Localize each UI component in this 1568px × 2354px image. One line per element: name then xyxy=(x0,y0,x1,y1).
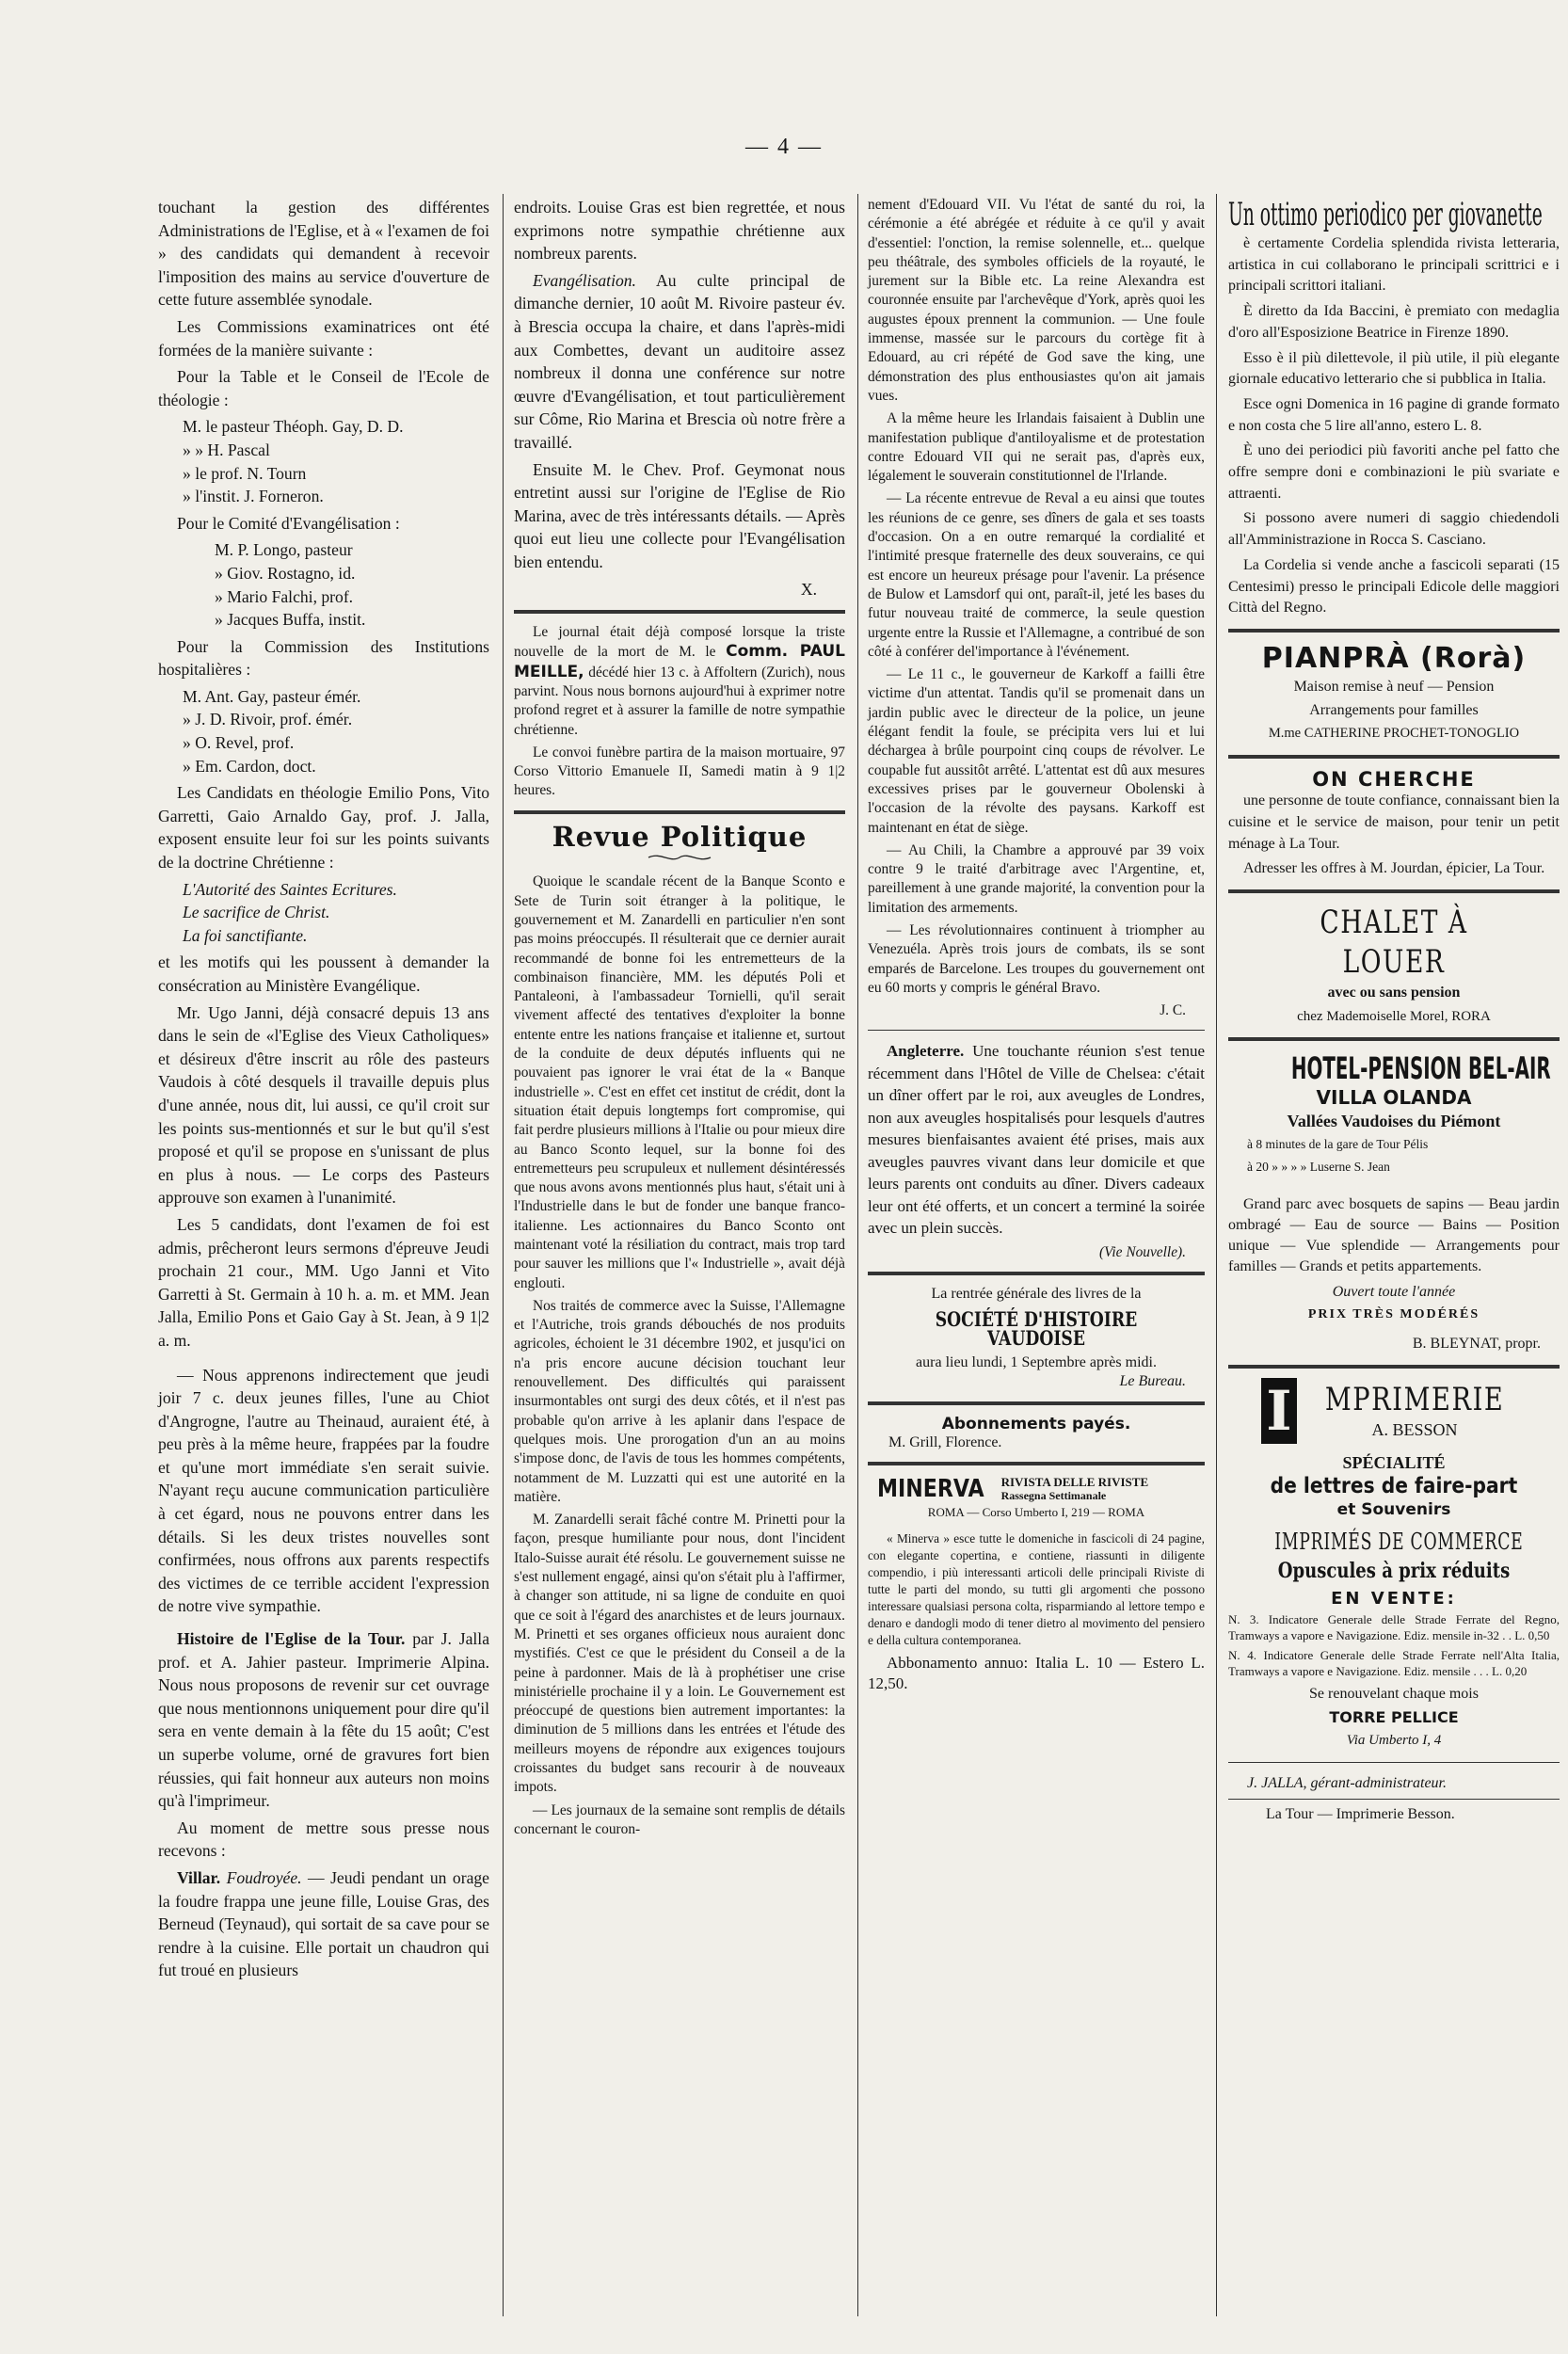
en-vente: EN VENTE: xyxy=(1331,1589,1457,1609)
list-item: La foi sanctifiante. xyxy=(183,925,308,945)
distance-line: à 20 » » » » Luserne S. Jean xyxy=(1247,1160,1390,1175)
flourish-ornament xyxy=(647,852,712,863)
article-paragraph: Les 5 candidats, dont l'examen de foi est admis, prêcheront leurs sermons d'épreuve Jeudi prochain 21 cour., MM. Ugo Janni et Vito Garretti à St. Germain à 10 h. a. m. et MM. Jean Jalla, Emilio Pons et Gaio Gay à St. Jean, à 9 1|2 a. m. xyxy=(158,1214,489,1350)
hotel-open: Ouvert toute l'année xyxy=(1332,1283,1456,1300)
column-2 xyxy=(514,196,845,1843)
article-paragraph: A la même heure les Irlandais faisaient à Dublin une manifestation publique d'antiloyalisme et de protestation contre Edouard VII qui ne serait pas, d'après eux, légalement le souverain constitutionnel de l'Irlande. xyxy=(868,410,1205,485)
list-item: M. le pasteur Théoph. Gay, D. D. xyxy=(183,417,404,437)
signature: Le Bureau. xyxy=(1119,1373,1186,1390)
obituary xyxy=(514,623,845,801)
column-1 xyxy=(158,196,489,1986)
minerva-subtitles xyxy=(1001,1475,1149,1503)
article-paragraph xyxy=(514,269,845,455)
souvenirs: et Souvenirs xyxy=(1336,1499,1451,1519)
obituary-body: décédé hier 13 c. à Affoltern (Zurich), nous parvint. Nous nous bornons aujourd'hui à exprimer notre profond regret et à assurer la famille de notre sympathie chrétienne. xyxy=(514,664,845,738)
oncherche-title: ON CHERCHE xyxy=(1312,767,1476,791)
article-paragraph xyxy=(158,1627,489,1813)
section-heading: Revue Politique xyxy=(552,820,808,853)
article-paragraph: touchant la gestion des différentes Administrations de l'Eglise, et à « l'examen de foi » des candidats qui demandent à recevoir l'imposition des mains au service d'ouverture de cette future assemblée synodale. xyxy=(158,198,489,310)
catalog-item: N. 4. Indicatore Generale delle Strade Ferrate nell'Alta Italia, Tramways a vapore e Navigazione. Ediz. mensile . . . L. 0,20 xyxy=(1228,1648,1560,1679)
article-title: Foudroyée. xyxy=(226,1867,302,1887)
pianpra-line: M.me CATHERINE PROCHET-TONOGLIO xyxy=(1268,726,1520,742)
political-review xyxy=(514,873,845,1839)
list-item: » l'instit. J. Forneron. xyxy=(183,487,324,506)
article-paragraph: Nos traités de commerce avec la Suisse, l'Allemagne et l'Autriche, trois grands débouchés de nos produits agricoles, échoient le 31 décembre 1902, et jusqu'ici on n'a pris encore aucune décision touchant leur renouvellement. Des difficultés qui paraissent insurmontables ont surgi des deux côtés, et il n'est pas probable qu'on arrive à les aplanir dans l'espace de quelques mois. Une prorogation d'un an au moins s'impose donc, de l'avis de tous les hommes compétents, notamment de M. Luzzatti qui est une autorité en la matière. xyxy=(514,1297,845,1505)
list-item: » Mario Falchi, prof. xyxy=(215,586,354,606)
article-paragraph: — Nous apprenons indirectement que jeudi joir 7 c. deux jeunes filles, l'une au Chiot d'Angrogne, l'autre au Theinaud, auraient été, à peu près à la même heure, frappées par la foudre et qu'une mort immédiate s'en serait suivie. N'ayant reçu aucune communication particulière à cet égard, nous ne pouvons entrer dans les détails. Si les deux tristes nouvelles sont confirmées, nous offrons aux parents respectifs des victimes de ce terrible accident l'expression de notre vive sympathie. xyxy=(158,1365,489,1616)
hotel-description: Grand parc avec bosquets de sapins — Beau jardin ombragé — Eau de source — Bains — Position unique — Vue splendide — Arrangements pour familles — Grands et petits appartements. xyxy=(1228,1195,1560,1274)
article-paragraph: — Au Chili, la Chambre a approuvé par 39 voix contre 9 le traité d'arbitrage avec l'Argentine, et, pareillement à une grande majorité, la convention pour la limitation des armements. xyxy=(868,841,1205,916)
list-item: » le prof. N. Tourn xyxy=(183,463,307,483)
pianpra-ad xyxy=(1228,642,1560,745)
via: Via Umberto I, 4 xyxy=(1346,1733,1442,1749)
chalet-line: avec ou sans pension xyxy=(1327,985,1461,1001)
society-notice xyxy=(868,1285,1205,1391)
divider xyxy=(514,610,845,614)
cordelia-paragraph: È diretto da Ida Baccini, è premiato con medaglia d'oro all'Esposizione Beatrice in Firenze 1890. xyxy=(1228,303,1560,341)
signature: X. xyxy=(800,579,817,599)
column-rule xyxy=(503,194,504,2316)
chalet-title: CHALET À LOUER xyxy=(1320,904,1468,982)
list-item: » O. Revel, prof. xyxy=(183,733,295,753)
cordelia-paragraph: Esso è il più dilettevole, il più utile, il più elegante giornale educativo letterario che si pubblica in Italia. xyxy=(1228,349,1560,388)
notice-text: aura lieu lundi, 1 Septembre après midi. xyxy=(916,1354,1157,1371)
catalog-item: N. 3. Indicatore Generale delle Strade Ferrate del Regno, Tramways a vapore e Navigazione. Ediz. mensile in-32 . . L. 0,50 xyxy=(1228,1612,1560,1643)
divider xyxy=(1228,1799,1560,1800)
hotel-ad xyxy=(1228,1050,1560,1355)
divider xyxy=(868,1462,1205,1465)
distance-line: à 8 minutes de la gare de Tour Pélis xyxy=(1247,1136,1429,1151)
list-item: L'Autorité des Saintes Ecritures. xyxy=(183,879,397,899)
page-number: — 4 — xyxy=(745,135,823,159)
list-item: » Em. Cardon, doct. xyxy=(183,756,316,776)
cordelia-paragraph: È uno dei periodici più favoriti anche pel fatto che offre sempre doni e combinazioni le più svariate e attraenti. xyxy=(1228,442,1560,502)
article-paragraph: — Les révolutionnaires continuent à triompher au Venezuéla. Après trois jours de combats, ils se sont emparés de Barcelone. Les troupes du gouvernement ont eu 60 morts y compris le général Bravo. xyxy=(868,921,1205,996)
cordelia-paragraph: Esce ogni Domenica in 16 pagine di grande formato e non costa che 5 lire all'anno, estero L. 8. xyxy=(1228,395,1560,434)
commission-header: Pour la Commission des Institutions hospitalières : xyxy=(158,636,489,680)
article-paragraph xyxy=(158,1866,489,1982)
society-name: SOCIÉTÉ D'HISTOIRE VAUDOISE xyxy=(935,1306,1138,1350)
divider xyxy=(1228,629,1560,633)
commission-list xyxy=(158,685,489,777)
imprimerie-initial: I xyxy=(1261,1378,1297,1444)
divider xyxy=(514,810,845,814)
signature: J. C. xyxy=(1160,1002,1186,1019)
obituary-lead: Le journal était déjà composé lorsque la triste nouvelle de la mort de M. le xyxy=(514,624,845,661)
imprimerie-word: MPRIMERIE xyxy=(1324,1381,1505,1419)
column-4 xyxy=(1228,196,1560,1827)
minerva-ad xyxy=(868,1475,1205,1693)
divider xyxy=(868,1030,1205,1031)
opuscules: Opuscules à prix réduits xyxy=(1277,1558,1511,1583)
minerva-address: ROMA — Corso Umberto I, 219 — ROMA xyxy=(927,1505,1145,1520)
minerva-description: « Minerva » esce tutte le domeniche in fascicoli di 24 pagine, con elegante copertina, e contiene, riassunti in diligente compendio, i più interessanti articoli delle principali Riviste di tutte le parti del mondo, su tutti gli argomenti che possono interessare qualsiasi persona colta, risparmiando al lettore tempo e denaro e dandogli modo di tener dietro al movimento del pensiero e della cultura contemporanea. xyxy=(868,1530,1205,1647)
vallees: Vallées Vaudoises du Piémont xyxy=(1287,1111,1501,1130)
list-item: M. P. Longo, pasteur xyxy=(215,540,353,560)
minerva-subtitle: Rassegna Settimanale xyxy=(1000,1489,1107,1503)
cordelia-paragraph: La Cordelia si vende anche a fascicoli separati (15 Centesimi) presso le principali Edicole delle maggiori Città del Regno. xyxy=(1228,556,1560,617)
article-paragraph: Les Candidats en théologie Emilio Pons, Vito Garretti, Gaio Arnaldo Gay, prof. J. Jalla, exposent ensuite leur foi sur les points suivants de la doctrine Chrétienne : xyxy=(158,783,489,873)
article-paragraph: — Les journaux de la semaine sont remplis de détails concernant le couron- xyxy=(514,1802,845,1837)
article-title: Histoire de l'Eglise de la Tour. xyxy=(177,1629,406,1649)
renouvelant: Se renouvelant chaque mois xyxy=(1309,1686,1479,1703)
commission-header: Pour la Table et le Conseil de l'Ecole de théologie : xyxy=(158,367,489,409)
obituary-name: Comm. PAUL MEILLE, xyxy=(514,642,845,681)
article-paragraph xyxy=(868,1040,1205,1240)
article-paragraph: et les motifs qui les poussent à demander la consécration au Ministère Evangélique. xyxy=(158,953,489,995)
chalet-line: chez Mademoiselle Morel, RORA xyxy=(1297,1008,1491,1024)
hotel-prices: PRIX TRÈS MODÉRÉS xyxy=(1307,1307,1480,1322)
subscriptions-name: M. Grill, Florence. xyxy=(888,1434,1002,1451)
article-paragraph: Quoique le scandale récent de la Banque Sconto e Sete de Turin soit étranger à la politique, le gouvernement et M. Zanardelli en particulier n'en sont pas moins préoccupés. Il résulterait que ce dernier aurait recommandé de bonne foi les entremetteurs de la combinaison financière, MM. les députés Poli et Pantaleoni, à l'ambassadeur Tornielli, qu'il serait vivement affecté des tentatives d'exploiter la bonne entente entre les nations française et italienne et, surtout de la conduite de deux députés influents qui ne pouvaient pas ignorer le vrai état de la « Banque industrielle ». C'est en effet cet institut de crédit, dont la situation était depuis longtemps fort compromise, qui fait perdre plusieurs millions à l'Italie ou pour mieux dire au Banco Sconto lequel, sur la bonne foi des entremetteurs peu scrupuleux et nullement désintéressés que nous avons avons mentionnés plus haut, s'était uni à l'Industrielle dans le but de fonder une banque franco-italienne. Les actionnaires du Banco Sconto ont maintenant voté la résiliation du contract, mais trop tard pour sauver les millions que l'« Industrielle », avait déjà englouti. xyxy=(514,873,845,1291)
article-text: Une touchante réunion s'est tenue récemment dans l'Hôtel de Ville de Chelsea: c'était un dîner offert par le roi, aux aveugles de Londres, non aux aveugles hospitalisés pour lesquels d'autres mesures bienfaisantes avaient été prises, mais aux aveugles pauvres vivant dans leur domicile et que leurs parents ont conduits au dîner. Divers cadeaux leur ont été offerts, et un concert a terminé la soirée avec un plein succès. xyxy=(868,1042,1205,1238)
minerva-subtitle: RIVISTA DELLE RIVISTE xyxy=(1000,1475,1149,1490)
article-text: — Jeudi pendant un orage la foudre frappa une jeune fille, Louise Gras, des Berneud (Teynaud), qui sortait de sa cave pour se rendre à la cuisine. Elle portait un chaudron qui fut troué en plusieurs xyxy=(158,1867,489,1980)
subscriptions-title: Abonnements payés. xyxy=(941,1414,1131,1433)
minerva-price: Abbonamento annuo: Italia L. 10 — Estero L. 12,50. xyxy=(868,1653,1205,1692)
divider xyxy=(1228,1037,1560,1041)
column-rule xyxy=(1216,194,1217,2316)
imprimerie-name xyxy=(1303,1381,1527,1442)
article-paragraph: — La récente entrevue de Reval a eu ainsi que toutes les réunions de ce genre, ses dîners de gala et ses toasts d'occasion. On a en outre remarqué la cordialité et l'intimité presque fraternelle des deux souverains, ce qui est encore un heureux présage pour l'avenir. La présence de Bulow et Lamsdorf qui ont, paraît-il, jeté les bases du futur nouveau traité de commerce, la seule question urgente entre la Russie et l'Allemagne, a contribué de son côté à conférer del'importance à l'événement. xyxy=(868,490,1205,660)
pianpra-title: PIANPRÀ (Rorà) xyxy=(1261,641,1527,675)
column-3 xyxy=(868,196,1205,1698)
divider xyxy=(1228,889,1560,893)
imprimerie-ad xyxy=(1228,1378,1560,1752)
obituary-text xyxy=(514,623,845,740)
hotel-owner: B. BLEYNAT, propr. xyxy=(1412,1335,1541,1352)
article-place: Villar. xyxy=(177,1867,221,1887)
specialite: SPÉCIALITÉ xyxy=(1342,1453,1446,1473)
article-paragraph: Les Commissions examinatrices ont été formées de la manière suivante : xyxy=(158,316,489,360)
commission-list xyxy=(158,538,489,631)
article-text: par J. Jalla prof. et A. Jahier pasteur. Imprimerie Alpina. Nous nous proposons de revenir sur cet ouvrage que nous mentionnons uniquement pour dire qu'il sera en vente demain à la fête du 15 août; C'est un superbe volume, orné de gravures fort bien réussies, qui fait honneur aux auteurs non moins qu'à l'imprimeur. xyxy=(158,1629,489,1811)
article-title: Evangélisation. xyxy=(533,270,636,290)
imprimerie-header xyxy=(1228,1378,1560,1444)
printer-footer: La Tour — Imprimerie Besson. xyxy=(1266,1806,1455,1823)
article-paragraph: nement d'Edouard VII. Vu l'état de santé du roi, la cérémonie a été abrégée et réduite à ce qu'il y avait d'essentiel: l'onction, la remise solennelle, et... quelque peu théâtrale, des symboles officiels de la royauté, le jurement sur la Bible etc. La reine Alexandra est couronnée ensuite par l'archevêque d'York, après quoi les augustes époux prennent la communion. — Une foule immense, massée sur le parcours du cortège fit à Edouard, au cri répété de God save the king, une démonstration des plus enthousiastes qu'on ait jamais vues. xyxy=(868,197,1205,404)
minerva-title: MINERVA xyxy=(877,1475,984,1504)
gerant: J. JALLA, gérant-administrateur. xyxy=(1247,1774,1447,1791)
divider xyxy=(1228,1762,1560,1763)
oncherche-ad xyxy=(1228,768,1560,880)
article-paragraph: Mr. Ugo Janni, déjà consacré depuis 13 ans dans le sein de «l'Eglise des Vieux Catholiques» et désireux d'être inscrit au rôle des pasteurs Vaudois à côté desquels il travaille depuis plus d'une année, nous dit, lui aussi, ce qu'il croit sur les points sus-mentionnés et sur le but qu'il s'est proposé et qu'il se propose en s'unissant de plus en plus à nous. — Le corps des Pasteurs approuve son examen à l'unanimité. xyxy=(158,1002,489,1208)
cordelia-ad xyxy=(1228,233,1560,619)
cordelia-paragraph: Si possono avere numeri di saggio chiedendoli all'Amministrazione in Rocca S. Casciano. xyxy=(1228,510,1560,549)
cordelia-title: Un ottimo periodico per giovanette xyxy=(1228,196,1543,233)
imprimerie-owner: A. BESSON xyxy=(1371,1420,1458,1440)
list-item: » J. D. Rivoir, prof. émér. xyxy=(183,710,353,729)
article-paragraph: Ensuite M. le Chev. Prof. Geymonat nous entretint aussi sur l'origine de l'Eglise de Rio Marina, avec de très intéressants détails. — Après quoi eut lieu une collecte pour l'Evangélisation bien entendu. xyxy=(514,459,845,571)
imprimes: IMPRIMÉS DE COMMERCE xyxy=(1274,1529,1524,1556)
source-credit: (Vie Nouvelle). xyxy=(1098,1243,1186,1260)
divider xyxy=(868,1272,1205,1275)
cordelia-paragraph: è certamente Cordelia splendida rivista letteraria, artistica in cui collaborano le principali scrittrici e i principali scrittori italiani. xyxy=(1228,235,1560,295)
article-paragraph: endroits. Louise Gras est bien regrettée, et nous exprimons notre sympathie chrétienne aux nombreux parents. xyxy=(514,198,845,264)
article-paragraph: M. Zanardelli serait fâché contre M. Prinetti pour la façon, presque humiliante pour nous, dont l'incident Italo-Suisse aurait été résolu. Le gouvernement suisse ne s'est nullement engagé, ainsi qu'on s'était plu à l'affirmer, à changer son attitude, ni sa ligne de conduite en quoi que ce soit à l'égard des anarchistes et de leurs journaux. M. Prinetti et ses organes officieux nous auraient donc mystifiés. C'est ce que le président du Conseil a de la peine à pardonner. Mais de là à prophétiser une crise ministérielle prochaine il y a loin. Le Gouvernement est préoccupé de questions bien autrement importantes: la diminution de 5 millions dans les entrées et l'étude des meilleurs moyens de répondre aux exigences toujours croissantes du budget sans recourir à de nouveaux impots. xyxy=(514,1512,845,1796)
list-item: » Jacques Buffa, instit. xyxy=(215,610,366,630)
article-paragraph: Au moment de mettre sous presse nous recevons : xyxy=(158,1818,489,1861)
oncherche-text: une personne de toute confiance, connaissant bien la cuisine et le service de maison, pour tenir un petit ménage à La Tour. xyxy=(1228,793,1560,852)
obituary-funeral: Le convoi funèbre partira de la maison mortuaire, 97 Corso Vittorio Emanuele II, Samedi matin à 9 1|2 heures. xyxy=(514,744,845,799)
article-paragraph: — Le 11 c., le gouverneur de Karkoff a failli être victime d'un attentat. Tandis qu'il se promenait dans un jardin public avec le directeur de la police, un jeune élégant fendit la foule, se précipita vers lui et lui déchargea à brûle pourpoint cinq coups de révolver. Le coupable fut aussitôt arrêté. L'attentat est dû aux mesures excessives prises par le gouverneur Obolenski à l'occasion de la révolte des paysans. Karkoff est maintenant en état de siège. xyxy=(868,666,1205,836)
villa-title: VILLA OLANDA xyxy=(1316,1086,1472,1110)
list-item: » Giov. Rostagno, id. xyxy=(215,563,356,583)
hotel-title: HOTEL-PENSION BEL-AIR xyxy=(1290,1050,1551,1087)
notice-text: La rentrée générale des livres de la xyxy=(931,1286,1142,1303)
divider xyxy=(868,1401,1205,1405)
list-item: » » H. Pascal xyxy=(183,440,270,459)
divider xyxy=(1228,755,1560,759)
doctrine-list xyxy=(158,878,489,948)
commission-header: Pour le Comité d'Evangélisation : xyxy=(177,513,400,533)
chalet-ad xyxy=(1228,903,1560,1028)
torre-pellice: TORRE PELLICE xyxy=(1329,1707,1459,1726)
column-rule xyxy=(857,194,858,2316)
lettres: de lettres de faire-part xyxy=(1270,1474,1518,1499)
pianpra-line: Maison remise à neuf — Pension xyxy=(1293,678,1495,695)
list-item: M. Ant. Gay, pasteur émér. xyxy=(183,686,361,706)
article-text: Au culte principal de dimanche dernier, 10 août M. Rivoire pasteur év. à Brescia occupa la chaire, et dans l'après-midi aux Combettes, devant un auditoire assez nombreux il donna une conférence sur notre œuvre d'Evangélisation, et tout particulièrement sur Côme, Rio Marina et Brescia où notre frère a travaillé. xyxy=(514,270,845,452)
pianpra-line: Arrangements pour familles xyxy=(1309,701,1479,718)
oncherche-text: Adresser les offres à M. Jourdan, épicier, La Tour. xyxy=(1243,860,1545,877)
minerva-header xyxy=(868,1475,1205,1503)
list-item: Le sacrifice de Christ. xyxy=(183,903,330,922)
article-title: Angleterre. xyxy=(887,1042,965,1061)
commission-list xyxy=(158,415,489,507)
divider xyxy=(1228,1365,1560,1369)
